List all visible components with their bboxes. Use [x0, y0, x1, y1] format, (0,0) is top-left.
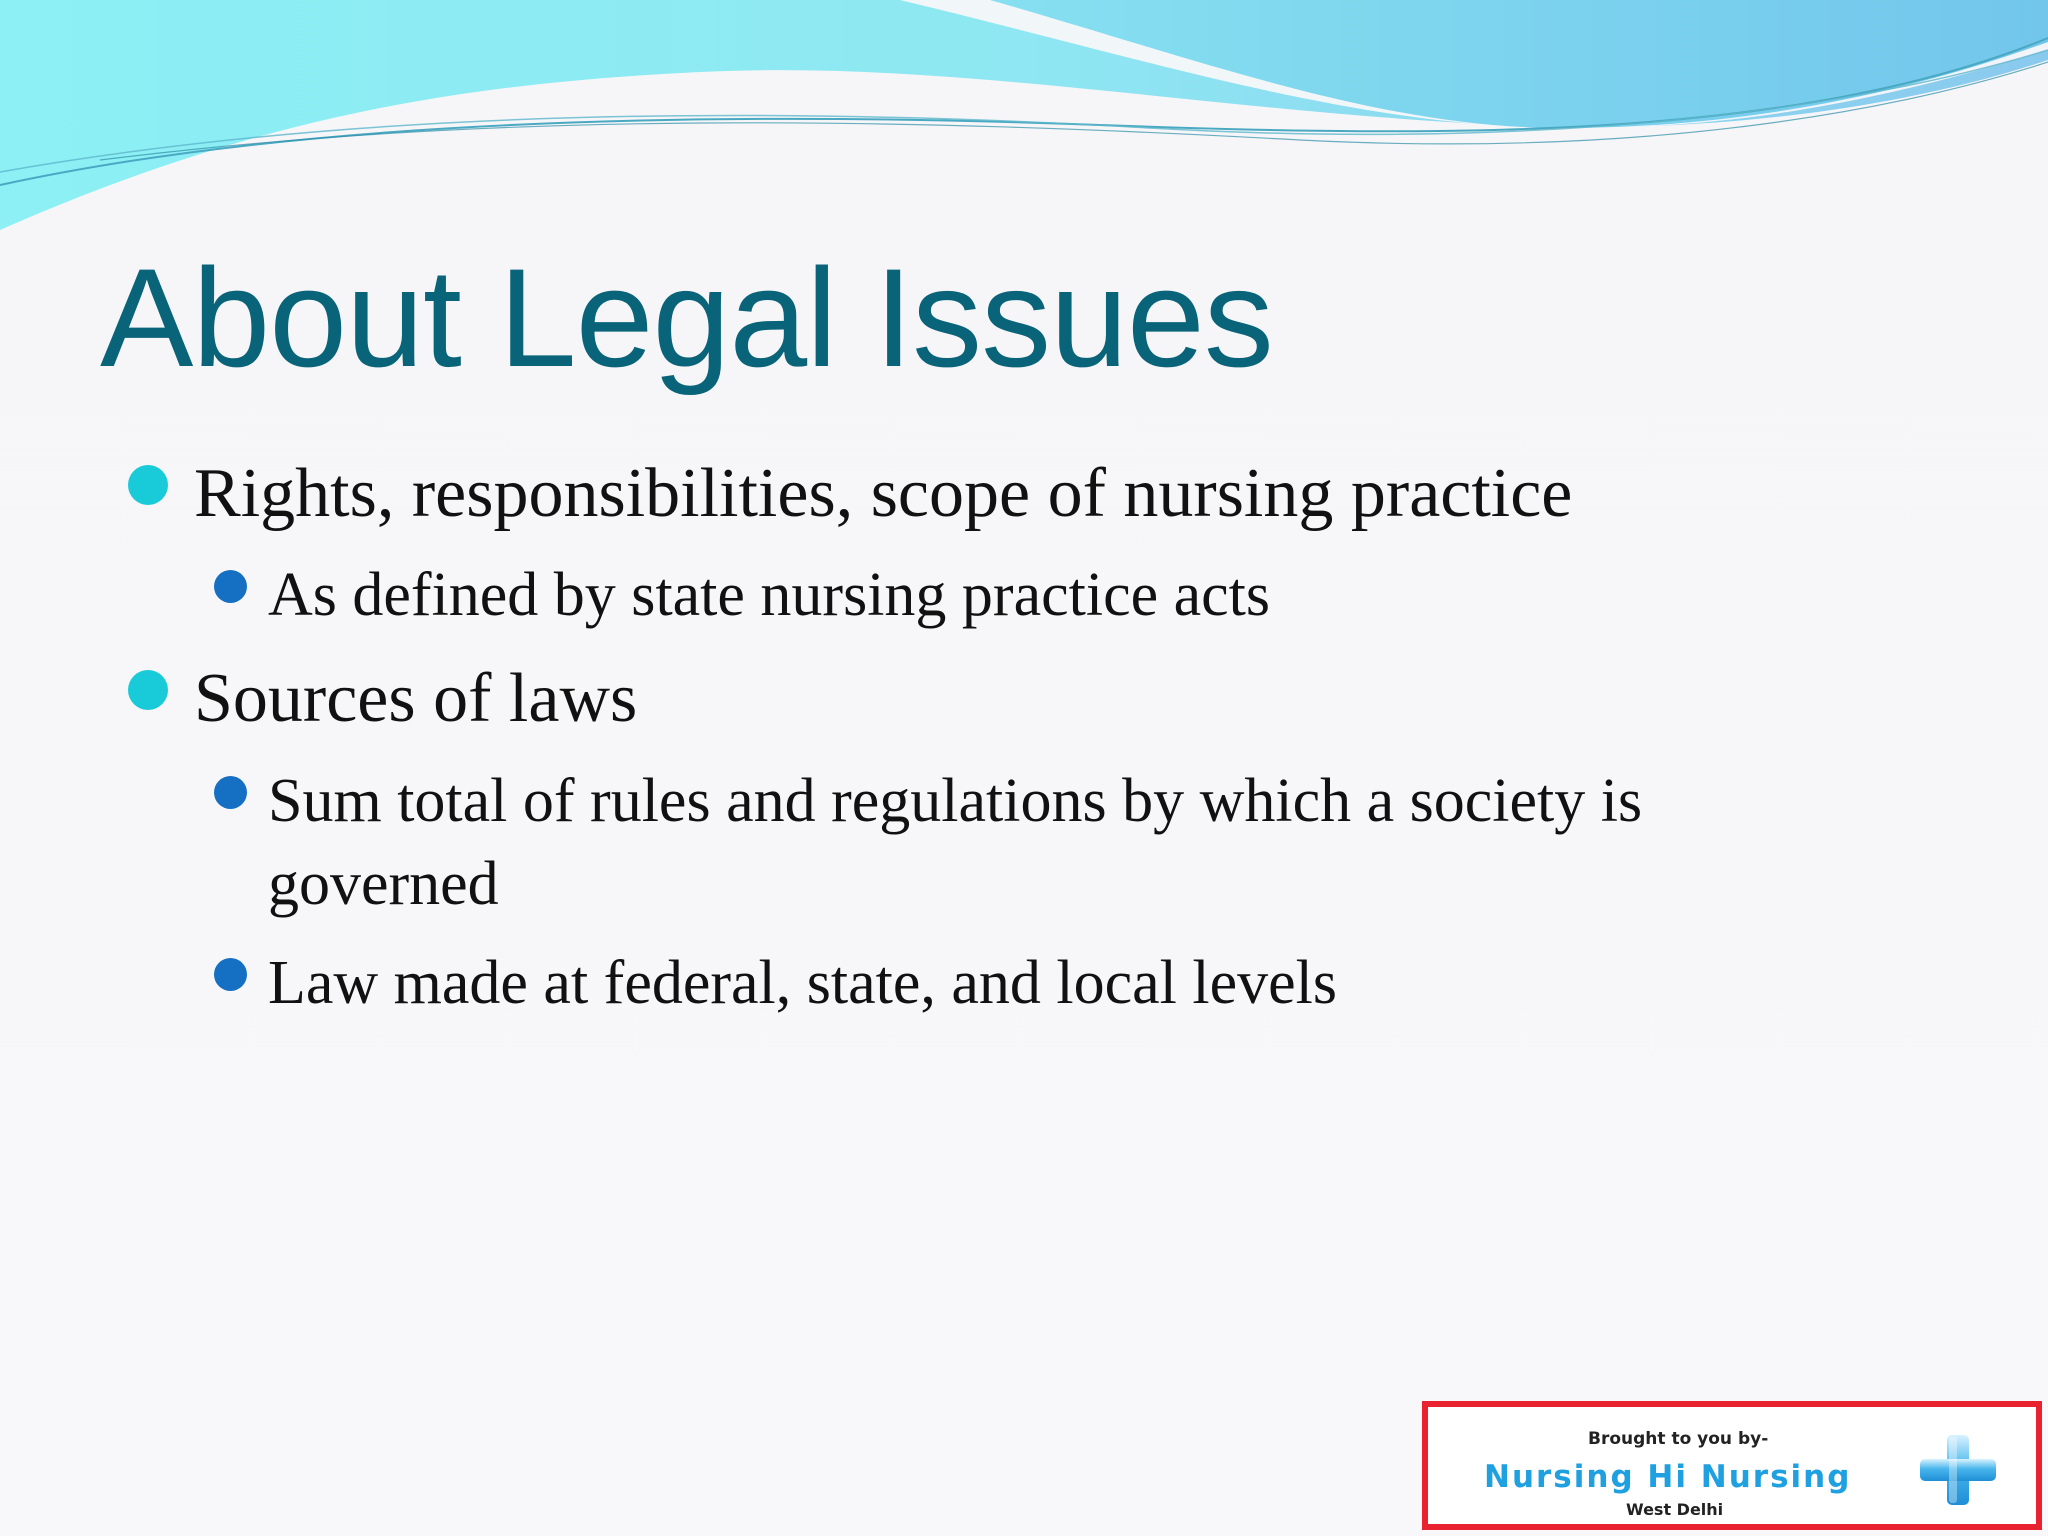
sub-bullet-dot-3 — [214, 958, 247, 991]
branding-name: Nursing Hi Nursing — [1484, 1459, 1852, 1495]
medical-cross-icon — [1916, 1431, 2000, 1509]
bullet-item-2: Sources of laws — [194, 660, 638, 737]
sub-bullet-dot-2 — [214, 776, 247, 809]
sub-bullet-item-2: Sum total of rules and regulations by which a society is — [268, 767, 1643, 835]
sub-bullet-item-1: As defined by state nursing practice acts — [268, 561, 1270, 629]
sub-bullet-item-2-continuation: governed — [268, 850, 499, 918]
branding-brought-by: Brought to you by- — [1588, 1429, 1769, 1449]
slide-title: About Legal Issues — [100, 239, 1273, 396]
sub-bullet-dot-1 — [214, 570, 247, 603]
bullet-dot-1 — [128, 465, 168, 505]
branding-location: West Delhi — [1626, 1500, 1724, 1519]
bullet-dot-2 — [128, 670, 168, 710]
sub-bullet-item-3: Law made at federal, state, and local levels — [268, 949, 1337, 1017]
bullet-item-1: Rights, responsibilities, scope of nursing practice — [194, 455, 1573, 532]
branding-logo — [1422, 1401, 2042, 1530]
